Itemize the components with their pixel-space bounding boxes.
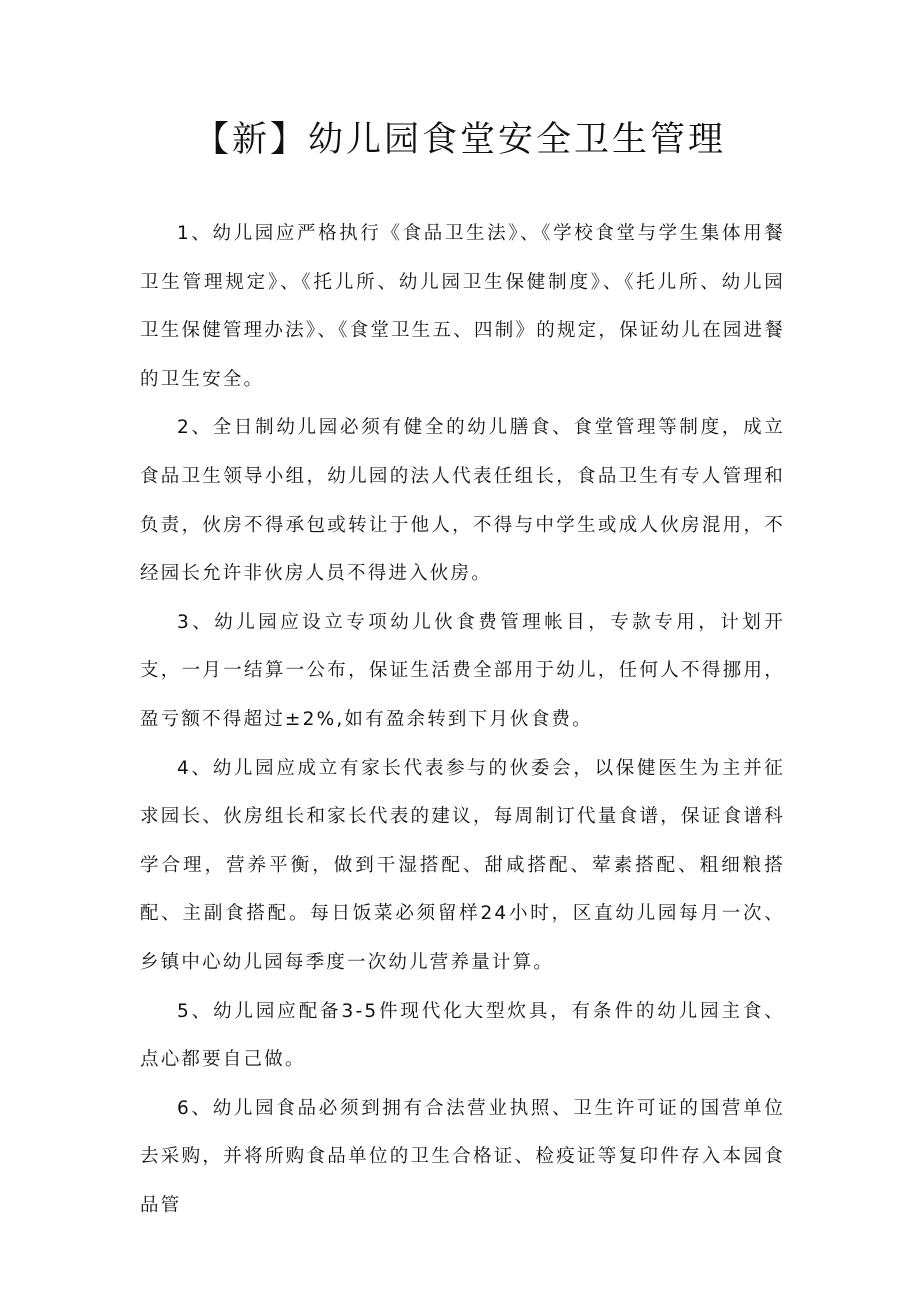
document-body <box>140 210 785 1230</box>
paragraph-6: 6、幼儿园食品必须到拥有合法营业执照、卫生许可证的国营单位去采购，并将所购食品单位的卫生合格证、检疫证等复印件存入本园食品管 <box>140 1097 785 1216</box>
paragraph-5: 5、幼儿园应配备3-5件现代化大型炊具，有条件的幼儿园主食、点心都要自己做。 <box>140 1000 785 1071</box>
paragraph-2: 2、全日制幼儿园必须有健全的幼儿膳食、食堂管理等制度，成立食品卫生领导小组，幼儿园的法人代表任组长，食品卫生有专人管理和负责，伙房不得承包或转让于他人，不得与中学生或成人伙房混用，不经园长允许非伙房人员不得进入伙房。 <box>140 417 785 585</box>
document-title: 【新】幼儿园食堂安全卫生管理 <box>193 120 726 160</box>
paragraph-3: 3、幼儿园应设立专项幼儿伙食费管理帐目，专款专用，计划开支，一月一结算一公布，保证生活费全部用于幼儿，任何人不得挪用，盈亏额不得超过±2%,如有盈余转到下月伙食费。 <box>140 611 785 730</box>
paragraph-4: 4、幼儿园应成立有家长代表参与的伙委会，以保健医生为主并征求园长、伙房组长和家长代表的建议，每周制订代量食谱，保证食谱科学合理，营养平衡，做到干湿搭配、甜咸搭配、荤素搭配、粗细粮搭配、主副食搭配。每日饭菜必须留样24小时，区直幼儿园每月一次、乡镇中心幼儿园每季度一次幼儿营养量计算。 <box>140 757 785 973</box>
paragraph-1: 1、幼儿园应严格执行《食品卫生法》、《学校食堂与学生集体用餐卫生管理规定》、《托儿所、幼儿园卫生保健制度》、《托儿所、幼儿园卫生保健管理办法》、《食堂卫生五、四制》的规定，保证幼儿在园进餐的卫生安全。 <box>140 223 785 390</box>
